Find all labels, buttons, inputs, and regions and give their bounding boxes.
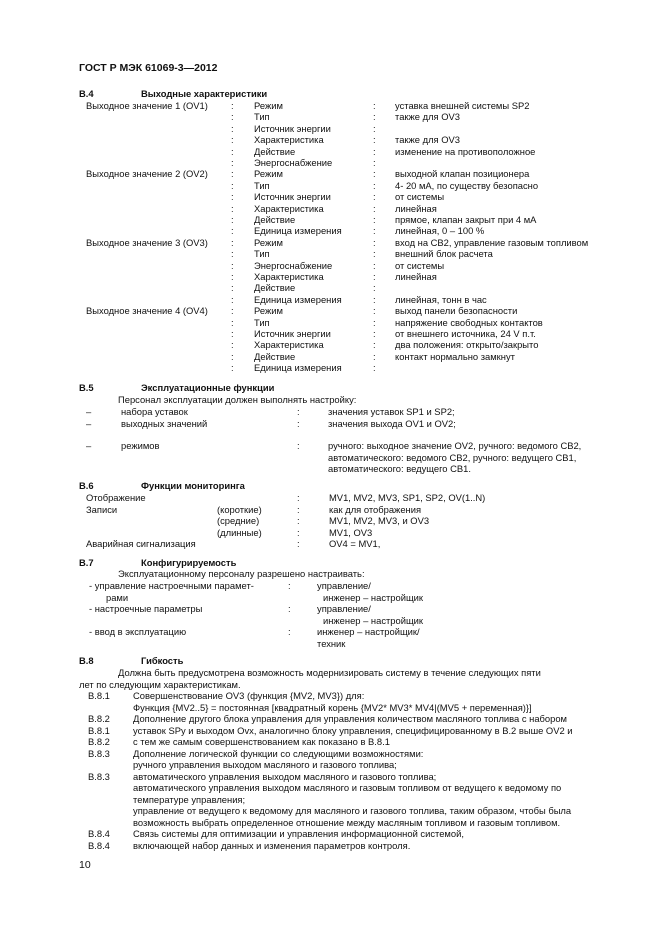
monitoring-value: MV1, MV2, MV3, и OV3 bbox=[329, 515, 430, 527]
output-param-value: 4- 20 мА, по существу безопасно bbox=[395, 179, 539, 191]
colon-separator: : bbox=[373, 179, 376, 191]
section-number-b5: B.5 bbox=[79, 382, 94, 393]
output-param-name: Источник энергии bbox=[254, 328, 331, 339]
clause-number: B.8.2 bbox=[88, 713, 110, 724]
colon-separator: : bbox=[373, 168, 376, 180]
colon-separator: : bbox=[373, 293, 376, 305]
colon-separator: : bbox=[373, 248, 376, 260]
colon-separator: : bbox=[231, 225, 234, 237]
colon-separator: : bbox=[231, 214, 234, 225]
list-dash: – bbox=[86, 418, 92, 429]
monitoring-value: как для отображения bbox=[329, 503, 422, 515]
colon-separator: : bbox=[297, 538, 300, 550]
colon-separator: : bbox=[231, 271, 234, 282]
colon-separator: : bbox=[231, 111, 234, 123]
colon-separator: : bbox=[231, 293, 234, 305]
output-param-name: Режим bbox=[254, 168, 283, 180]
output-param-name: Тип bbox=[254, 316, 270, 328]
colon-separator: : bbox=[231, 122, 234, 134]
output-param-value: прямое, клапан закрыт при 4 мА bbox=[395, 214, 537, 225]
clause-text: автоматического управления выходом масляного и газовым топливом от ведущего к ведомому по bbox=[133, 782, 562, 793]
monitoring-label: Отображение bbox=[86, 492, 146, 503]
colon-separator: : bbox=[231, 316, 234, 328]
document-header: ГОСТ Р МЭК 61069-3—2012 bbox=[79, 62, 218, 74]
colon-separator: : bbox=[297, 503, 300, 515]
output-param-value: линейная, 0 – 100 % bbox=[395, 225, 485, 237]
colon-separator: : bbox=[231, 259, 234, 271]
colon-separator: : bbox=[373, 339, 376, 351]
b5-item-value: автоматического: ведущего CB1. bbox=[328, 463, 471, 475]
clause-text: уставок SPy и выходом Ovx, аналогично блоку управления, специфицированному в B.2 выше OV2 и bbox=[133, 724, 573, 736]
output-param-name: Энергоснабжение bbox=[254, 157, 333, 168]
colon-separator: : bbox=[288, 626, 291, 637]
output-param-value: от внешнего источника, 24 V п.т. bbox=[395, 328, 536, 339]
output-param-value: вход на CB2, управление газовым топливом bbox=[395, 236, 589, 248]
section-number-b7: B.7 bbox=[79, 557, 94, 568]
monitoring-label: Записи bbox=[86, 503, 118, 515]
output-param-name: Характеристика bbox=[254, 134, 324, 146]
colon-separator: : bbox=[231, 236, 234, 248]
colon-separator: : bbox=[373, 145, 376, 157]
output-param-name: Режим bbox=[254, 100, 283, 111]
output-param-value: также для OV3 bbox=[395, 111, 460, 123]
colon-separator: : bbox=[373, 191, 376, 203]
colon-separator: : bbox=[373, 214, 376, 225]
output-group-label: Выходное значение 3 (OV3) bbox=[86, 236, 208, 248]
section-number-b4: B.4 bbox=[79, 88, 94, 99]
colon-separator: : bbox=[373, 225, 376, 237]
output-param-value: также для OV3 bbox=[395, 134, 460, 146]
colon-separator: : bbox=[231, 248, 234, 260]
output-param-name: Единица измерения bbox=[254, 225, 342, 237]
clause-text: Дополнение логической функции со следующими возможностями: bbox=[133, 747, 424, 759]
output-param-name: Действие bbox=[254, 282, 296, 294]
output-param-name: Режим bbox=[254, 305, 283, 317]
clause-number: B.8.4 bbox=[88, 839, 110, 851]
colon-separator: : bbox=[373, 259, 376, 271]
colon-separator: : bbox=[231, 157, 234, 168]
clause-text: с тем же самым совершенствованием как показано в B.8.1 bbox=[133, 736, 390, 747]
colon-separator: : bbox=[231, 179, 234, 191]
monitoring-sublabel: (короткие) bbox=[217, 503, 262, 515]
output-param-name: Действие bbox=[254, 145, 296, 157]
b5-item-label: выходных значений bbox=[121, 418, 208, 429]
clause-number: B.8.3 bbox=[88, 747, 110, 759]
output-param-value: линейная bbox=[395, 202, 437, 214]
b8-intro-line-2: лет по следующим характеристикам. bbox=[79, 679, 241, 690]
section-title-b8: Гибкость bbox=[141, 655, 184, 666]
output-param-name: Режим bbox=[254, 236, 283, 248]
output-param-name: Единица измерения bbox=[254, 293, 342, 305]
monitoring-value: OV4 = MV1, bbox=[329, 538, 381, 550]
clause-text: управление от ведущего к ведомому для масляного и газового топлива, таким образом, чтобы была bbox=[133, 805, 572, 816]
output-param-name: Источник энергии bbox=[254, 191, 331, 203]
config-item-label: - настроечные параметры bbox=[89, 603, 203, 614]
config-item-label: - ввод в эксплуатацию bbox=[89, 626, 187, 637]
output-param-value: от системы bbox=[395, 259, 445, 271]
output-param-name: Характеристика bbox=[254, 271, 324, 282]
config-item-value-cont: техник bbox=[317, 637, 346, 649]
clause-number: B.8.4 bbox=[88, 828, 110, 839]
colon-separator: : bbox=[231, 282, 234, 294]
page-number: 10 bbox=[79, 859, 91, 871]
config-item-value-cont: инженер – настройщик bbox=[323, 591, 424, 603]
colon-separator: : bbox=[373, 236, 376, 248]
list-dash: – bbox=[86, 440, 92, 451]
section-title-b6: Функции мониторинга bbox=[141, 480, 245, 491]
colon-separator: : bbox=[288, 580, 291, 591]
colon-separator: : bbox=[231, 339, 234, 351]
monitoring-sublabel: (длинные) bbox=[217, 526, 262, 538]
clause-text: возможность выбрать определенное отношение между масляным топливом и газовым топливом. bbox=[133, 816, 561, 828]
output-group-label: Выходное значение 4 (OV4) bbox=[86, 305, 208, 317]
output-param-name: Единица измерения bbox=[254, 362, 342, 374]
colon-separator: : bbox=[297, 406, 300, 417]
colon-separator: : bbox=[373, 305, 376, 317]
output-param-value: уставка внешней системы SP2 bbox=[395, 100, 530, 111]
colon-separator: : bbox=[373, 316, 376, 328]
colon-separator: : bbox=[373, 271, 376, 282]
clause-text: Связь системы для оптимизации и управления информационной системой, bbox=[133, 828, 464, 839]
clause-number: B.8.1 bbox=[88, 690, 110, 701]
output-param-value: выходной клапан позиционера bbox=[395, 168, 530, 180]
section-title-b5: Эксплуатационные функции bbox=[141, 382, 275, 393]
colon-separator: : bbox=[373, 282, 376, 294]
clause-number: B.8.2 bbox=[88, 736, 110, 747]
output-param-name: Действие bbox=[254, 214, 296, 225]
monitoring-value: MV1, OV3 bbox=[329, 526, 373, 538]
colon-separator: : bbox=[231, 305, 234, 317]
config-item-value: инженер – настройщик/ bbox=[317, 626, 420, 637]
colon-separator: : bbox=[373, 350, 376, 362]
output-param-value: два положения: открыто/закрыто bbox=[395, 339, 539, 351]
colon-separator: : bbox=[373, 100, 376, 111]
colon-separator: : bbox=[231, 202, 234, 214]
output-group-label: Выходное значение 1 (OV1) bbox=[86, 100, 208, 111]
monitoring-label: Аварийная сигнализация bbox=[86, 538, 196, 550]
output-param-value: изменение на противоположное bbox=[395, 145, 536, 157]
output-param-name: Тип bbox=[254, 179, 270, 191]
b5-item-value: автоматического: ведомого CB2, ручного: ведущего CB1, bbox=[328, 451, 577, 463]
list-dash: – bbox=[86, 406, 92, 417]
clause-text: автоматического управления выходом масляного и газового топлива; bbox=[133, 770, 437, 782]
clause-number: B.8.1 bbox=[88, 724, 110, 736]
b5-item-label: режимов bbox=[121, 440, 160, 451]
colon-separator: : bbox=[231, 168, 234, 180]
b8-intro-line-1: Должна быть предусмотрена возможность модернизировать систему в течение следующих пяти bbox=[118, 667, 541, 678]
config-item-value-cont: инженер – настройщик bbox=[323, 614, 424, 626]
colon-separator: : bbox=[373, 328, 376, 339]
clause-text: Дополнение другого блока управления для управления количеством масляного топлива с набором bbox=[133, 713, 568, 724]
b5-item-value: значения уставок SP1 и SP2; bbox=[328, 406, 455, 417]
monitoring-sublabel: (средние) bbox=[217, 515, 260, 527]
colon-separator: : bbox=[231, 134, 234, 146]
colon-separator: : bbox=[297, 515, 300, 527]
section-number-b8: B.8 bbox=[79, 655, 94, 666]
colon-separator: : bbox=[373, 122, 376, 134]
colon-separator: : bbox=[373, 202, 376, 214]
colon-separator: : bbox=[231, 145, 234, 157]
clause-text: включающей набор данных и изменения параметров контроля. bbox=[133, 839, 411, 851]
output-param-value: от системы bbox=[395, 191, 445, 203]
output-param-value: напряжение свободных контактов bbox=[395, 316, 543, 328]
b7-intro: Эксплуатационному персоналу разрешено настраивать: bbox=[118, 568, 365, 579]
output-param-name: Тип bbox=[254, 111, 270, 123]
colon-separator: : bbox=[231, 100, 234, 111]
b5-intro: Персонал эксплуатации должен выполнять настройку: bbox=[118, 394, 357, 405]
config-item-label-cont: рами bbox=[106, 591, 129, 603]
colon-separator: : bbox=[231, 191, 234, 203]
output-param-value: контакт нормально замкнут bbox=[395, 350, 515, 362]
clause-text: Совершенствование OV3 (функция {MV2, MV3}) для: bbox=[133, 690, 365, 701]
output-param-value: внешний блок расчета bbox=[395, 248, 493, 260]
output-param-name: Действие bbox=[254, 350, 296, 362]
output-param-name: Характеристика bbox=[254, 202, 324, 214]
output-param-name: Тип bbox=[254, 248, 270, 260]
output-param-name: Энергоснабжение bbox=[254, 259, 333, 271]
monitoring-value: MV1, MV2, MV3, SP1, SP2, OV(1..N) bbox=[329, 492, 486, 503]
config-item-value: управление/ bbox=[317, 603, 371, 614]
colon-separator: : bbox=[297, 418, 300, 429]
colon-separator: : bbox=[297, 492, 300, 503]
b5-item-label: набора уставок bbox=[121, 406, 188, 417]
section-number-b6: B.6 bbox=[79, 480, 94, 491]
colon-separator: : bbox=[373, 111, 376, 123]
output-param-value: линейная, тонн в час bbox=[395, 293, 487, 305]
b5-item-value: ручного: выходное значение OV2, ручного: ведомого CB2, bbox=[328, 440, 582, 451]
output-param-value: линейная bbox=[395, 271, 437, 282]
clause-text: ручного управления выходом масляного и газового топлива; bbox=[133, 759, 397, 770]
section-title-b7: Конфигурируемость bbox=[141, 557, 237, 568]
colon-separator: : bbox=[373, 134, 376, 146]
output-group-label: Выходное значение 2 (OV2) bbox=[86, 168, 208, 180]
b5-item-value: значения выхода OV1 и OV2; bbox=[328, 418, 456, 429]
colon-separator: : bbox=[231, 328, 234, 339]
output-param-name: Характеристика bbox=[254, 339, 324, 351]
clause-number: B.8.3 bbox=[88, 770, 110, 782]
config-item-value: управление/ bbox=[317, 580, 371, 591]
config-item-label: - управление настроечными парамет- bbox=[89, 580, 254, 591]
section-title-b4: Выходные характеристики bbox=[141, 88, 268, 99]
colon-separator: : bbox=[231, 362, 234, 374]
colon-separator: : bbox=[297, 440, 300, 451]
colon-separator: : bbox=[373, 157, 376, 168]
output-param-name: Источник энергии bbox=[254, 122, 331, 134]
colon-separator: : bbox=[231, 350, 234, 362]
colon-separator: : bbox=[373, 362, 376, 374]
output-param-value: выход панели безопасности bbox=[395, 305, 518, 317]
colon-separator: : bbox=[297, 526, 300, 538]
clause-text: Функция {MV2..5} = постоянная [квадратный корень {MV2* MV3* MV4|(MV5 + переменная)}] bbox=[133, 701, 532, 713]
colon-separator: : bbox=[288, 603, 291, 614]
clause-text: температуре управления; bbox=[133, 793, 246, 805]
